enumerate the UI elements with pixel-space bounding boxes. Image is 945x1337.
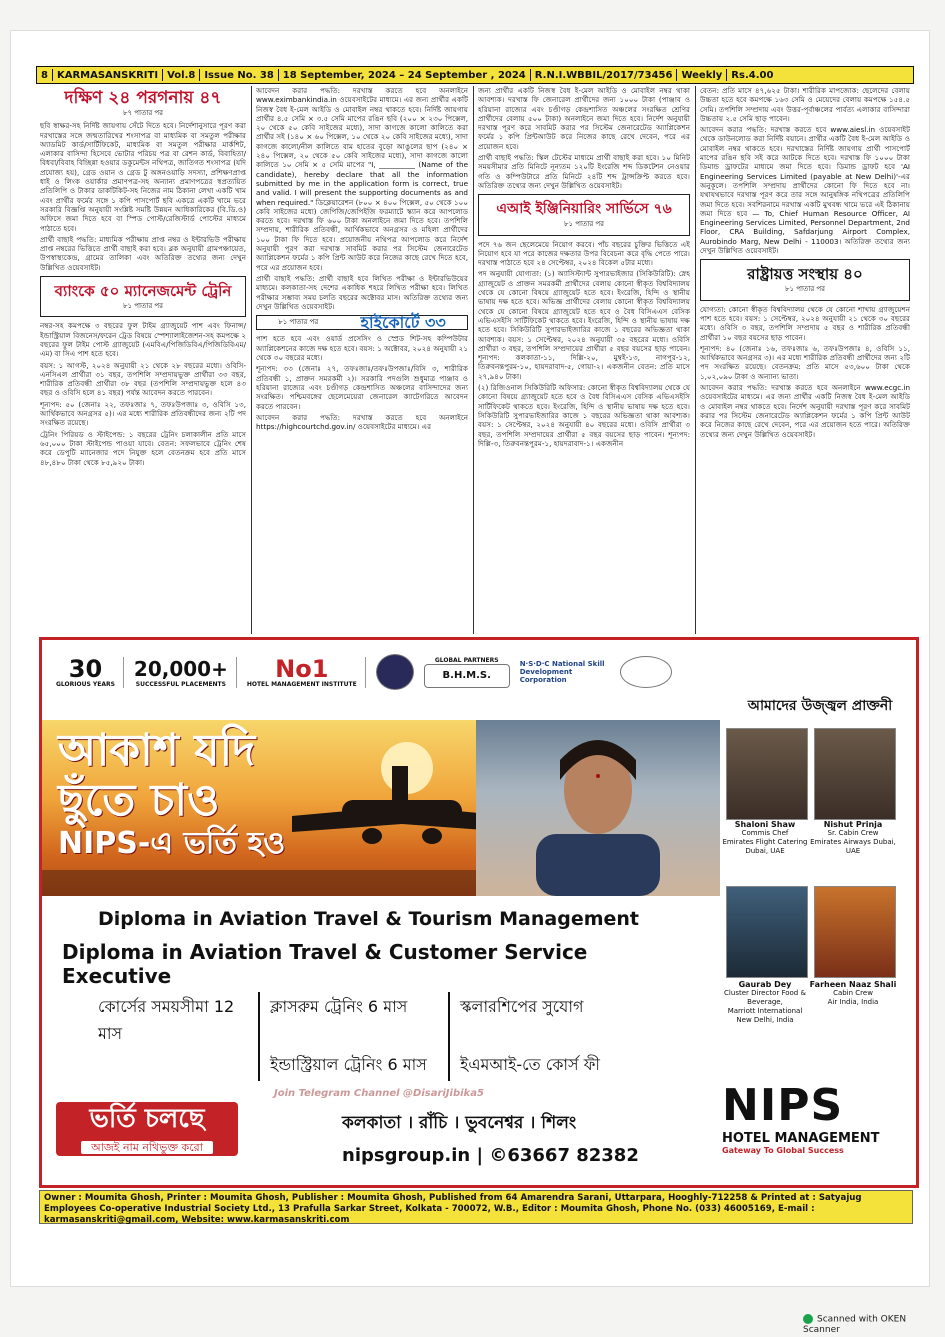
alumni-caption <box>808 820 898 856</box>
article-headline: দক্ষিণ ২৪ পরগনায় ৪৭ <box>64 88 222 108</box>
headline-line: আকাশ যদি <box>58 725 256 776</box>
ad-headline <box>58 726 328 862</box>
alumni-role: Cabin Crew <box>833 989 873 997</box>
course-detail: ইন্ডাস্ট্রিয়াল ট্রেনিং 6 মাস <box>258 1050 448 1081</box>
article-text: প্রার্থী বাছাই পদ্ধতি: মাধ্যমিক পরীক্ষায় প্রাপ্ত নম্বর ও ইন্টারভিউ পরীক্ষায় প্রাপ্ত নম্বরের ভিত্তিতে প্রার্থী বাছাই করা হবে। ব্লক অনুযায়ী গ্রামপঞ্চায়েত, উপস্বাস্থ্যকেন্দ্র, গ্রামের তালিকা এবং অতিরিক্ত তথ্যের জন্য দেখুন উল্লিখিত ওয়েবসাইট। <box>40 234 246 272</box>
article-text: (২) রিজিওনাল সিকিউরিটি অফিসার: কোনো স্বীকৃত বিশ্ববিদ্যালয় থেকে যে কোনো বিষয়ে গ্র্যাজুয়েট হতে হবে ও বৈধ বিসিএএস বেসিক এভিএসইসি সার্টিফিকেট থাকতে হবে। ইংরেজি, হিন্দি ও স্থানীয় ভাষায় দক্ষ হতে হবে। সিকিউরিটি সুপারভাইজারির কাজে ১ বছরের অভিজ্ঞতা থাকা আবশ্যক। বয়স: ১ সেপ্টেম্বর, ২০২৪ অনুযায়ী ৪০ বছরের মধ্যে। ওবিসি প্রার্থীরা ৩ বছর, তপশিলি সম্প্রদায়ের প্রার্থীরা ৫ বছর বয়সের ছাড় পাবেন। শূন্যপদ: দিল্লি-৩, তিরুবনন্তপুরম-১, হায়দরাবাদ-১। একজনীন <box>478 383 690 448</box>
article-text: আবেদন করার পদ্ধতি: দরখাস্ত করতে হবে অনলাইনে www.ecgc.in ওয়েবসাইটের মাধ্যমে। এর জন্য প্রার্থীর একটি নিজস্ব বৈধ ই-মেল আইডি ও মোবাইল নম্বর থাকতে হবে। নির্দেশ অনুযায়ী দরখাস্ত পূরণ করে সাবমিট করার পর সিস্টেম জেনারেটেড অ্যাপ্লিকেশন ফর্মের ১ কপি প্রিন্ট আউট করে নিজের কাছে রেখে দেবেন, পরে এর প্রয়োজন হতে পারে। অতিরিক্ত তথ্যের জন্য দেখুন উল্লিখিত ওয়েবসাইট। <box>700 383 910 439</box>
article-text: পাশ হতে হবে এবং ওয়ার্ড প্রসেসিং ও স্প্রেড শিট-সহ কম্পিউটার অ্যাপ্লিকেশনের কাজে দক্ষ হতে হবে। বয়স: ১ অক্টোবর, ২০২৪ অনুযায়ী ২১ থেকে ৩০ বছরের মধ্যে। <box>256 334 468 363</box>
diploma-course-1: Diploma in Aviation Travel & Tourism Management <box>98 908 639 930</box>
cabin-crew-portrait <box>476 720 720 896</box>
article-headline: ব্যাংকে ৫০ ম্যানেজমেন্ট ট্রেনি <box>54 282 232 301</box>
stat-label: SUCCESSFUL PLACEMENTS <box>135 680 226 688</box>
article-headline: হাইকোর্টে ৩৩ <box>360 313 446 333</box>
article-text: আবেদন করার পদ্ধতি: দরখাস্ত করতে হবে অনলাইনে https://highcourtchd.gov.in/ ওয়েবসাইটের মাধ্যমে। এর <box>256 412 468 432</box>
alumni-name: Nishut Prinja <box>823 820 883 829</box>
paper-name: KARMASANSKRITI <box>56 69 159 81</box>
issue-number: Issue No. 38 <box>204 69 274 81</box>
scanner-logo-icon <box>803 1314 813 1324</box>
article-text: জন্য প্রার্থীর একটি নিজস্ব বৈধ ই-মেল আইডি ও মোবাইল নম্বর থাকা আবশ্যক। দরখাস্ত ফি জেনারেল প্রার্থীদের জন্য ১০০০ টাকা (পাঞ্জাব ও হরিয়ানা রাজ্যের এবং চণ্ডীগড় কেন্দ্রশাসিত অঞ্চলের সংরক্ষিত শ্রেণির প্রার্থীদের বেলায় ৫০০ টাকা) অনলাইনে জমা দিতে হবে। নির্দেশ অনুযায়ী দরখাস্ত পূরণ করে সাবমিট করার পর সিস্টেম জেনারেটেড অ্যাপ্লিকেশন ফর্মের ১ কপি প্রিন্টআউট করে নিজের কাছে রেখে দেবেন, পরে এর প্রয়োজন হবে। <box>478 86 690 151</box>
bhms-logo: B.H.M.S. <box>424 664 510 688</box>
issue-dates: 18 September, 2024 – 24 September , 2024 <box>282 69 526 81</box>
article-text: আবেদন করার পদ্ধতি: দরখাস্ত করতে হবে অনলাইনে www.eximbankindia.in ওয়েবসাইটের মাধ্যমে। এর জন্য প্রার্থীর একটি নিজস্ব বৈধ ই-মেল আইডি ও মোবাইল নম্বর থাকতে হবে। নির্দিষ্ট জায়গায় প্রার্থীর ৪.৫ সেমি × ৩.৫ সেমি মাপের রঙিন ছবি (২০০ × ২৩০ পিক্সেল, ২০ থেকে ৫০ কেবি সাইজের মধ্যে), সাদা কাগজে কালো কালিতে করা প্রার্থীর সই (১৪০ × ৬০ পিক্সেল, ১০ থেকে ২০ কেবি সাইজের মধ্যে), সাদা কাগজে কালো/নীল কালিতে বাম হাতের বুড়ো আঙুলের ছাপ (২৪০ × ২৪০ পিক্সেল, ২০ থেকে ৫০ কেবি সাইজের মধ্যে), সাদা কাগজে কালো কালিতে ১০ সেমি × ৫ সেমি মাপের "I, __________ (Name of the candidate), hereby declare that all the information submitted by me in the application form is correct, true and valid. I will present the supporting documents as and when required." ডিক্লেয়ারেশন (৮০০ × ৪০০ পিক্সেল, ৫০ থেকে ১০০ কেবি সাইজের মধ্যে) জেপিজি/জেপিইজি ফরম্যাটে স্ক্যান করে আপলোড করতে হবে। দরখাস্ত ফি ৬০০ টাকা অনলাইনে জমা দিতে হবে। তপশিলি সম্প্রদায়, শারীরিক প্রতিবন্ধী, আর্থিকভাবে অনগ্রসর ও মহিলা প্রার্থীদের ১০০ টাকা ফি দিতে হবে। প্রয়োজনীয় নথিপত্র আপলোড করে নির্দেশ অনুযায়ী পূরণ করা দরখাস্ত সাবমিট করার পর সিস্টেম জেনারেটেড অ্যাপ্লিকেশন ফর্মের ১ কপি প্রিন্ট আউট করে নিজের কাছে রেখে দিতে হবে, পরে এর প্রয়োজন হবে। <box>256 86 468 272</box>
imprint-footer: Owner : Moumita Ghosh, Printer : Moumita Ghosh, Publisher : Moumita Ghosh, Published from 64 Amarendra Sarani, Uttarpara, Hooghly-712258 & Printed at : Satyajug Employees Co-operative Industrial Society Ltd., 13 Prafulla Sarkar Street, Kolkata - 700072, W.B., Editor : Moumita Ghosh, Phone No. (033) 46005169, E-mail : karmasanskriti@gmail.com, Website: www.karmasanskriti.com <box>39 1190 913 1224</box>
alumni-caption <box>808 980 898 1007</box>
nips-wordmark: NIPS <box>722 1080 844 1131</box>
stat-rank <box>246 654 366 688</box>
nsdc-logo: N·S·D·C National Skill Development Corporation <box>519 660 605 684</box>
article-text: পদ অনুযায়ী যোগ্যতা: (১) অ্যাসিস্ট্যান্ট সুপারভাইজার (সিকিউরিটি): স্নেহ গ্র্যাজুয়েট ও প্রাক্তন সমরকর্মী প্রার্থীদের বেলায় কোনো স্বীকৃত বিশ্ববিদ্যালয় থেকে যে কোনো বিষয়ে গ্র্যাজুয়েট হতে হবে। ইংরেজি, হিন্দি ও স্থানীয় ভাষায় দক্ষ হতে হবে। অভিজ্ঞ প্রার্থীদের বেলায় কোনো স্বীকৃত বিশ্ববিদ্যালয় থেকে যে কোনো বিষয়ে গ্র্যাজুয়েট হতে হবে ও বৈধ বিসিএএস বেসিক এভিএসইসি সার্টিফিকেট থাকতে হবে। ইংরেজি, হিন্দি ও স্থানীয় ভাষায় দক্ষ হতে হবে। সিকিউরিটি সুপারভাইজারির কাজে ১ বছরের অভিজ্ঞতা থাকা আবশ্যক। বয়স: ১ সেপ্টেম্বর, ২০২৪ অনুযায়ী ৩৫ বছরের মধ্যে। ওবিসি প্রার্থীরা ৩ বছর, তপশিলি সম্প্রদায়ের প্রার্থীরা ৫ বছর বয়সের ছাড় পাবেন। শূন্যপদ: কলকাতা-১১, দিল্লি-২০, মুম্বই-১৩, নাগপুর-১২, তিরুবনন্তপুরম-১০, হায়দরাবাদ-৫, গোয়া-২। একজনীন বেতন: প্রতি মাসে ২৭,৯৪০ টাকা। <box>478 269 690 381</box>
partner-seal-icon <box>376 654 414 690</box>
course-detail: ইএমআই-তে কোর্স ফী <box>448 1050 698 1081</box>
bhms-partner <box>424 657 510 688</box>
article-text: প্রার্থী বাছাই পদ্ধতি: স্কিল টেস্টের মাধ্যমে প্রার্থী বাছাই করা হবে। ১০ মিনিট সময়সীমার প্রতি মিনিটে নূন্যতম ১২০টি ইংরেজি শব্দ ডিকটেশন নেওয়ার গতি ও কম্পিউটারে প্রতি মিনিটে ২৪টি শব্দ ট্রান্সক্রিপ্ট করতে হবে। অতিরিক্ত তথ্যের জন্য দেখুন উল্লিখিত ওয়েবসাইট। <box>478 153 690 190</box>
alumni-heading: আমাদের উজ্জ্বল প্রাক্তনী <box>747 698 893 714</box>
stat-value: 30 <box>68 654 103 683</box>
alumni-caption <box>720 820 810 856</box>
alumni-org: Emirates Flight Catering Dubai, UAE <box>722 838 808 855</box>
article-text: ট্রেনিং পিরিয়ড ও স্টাইপেন্ড: ১ বছরের ট্রেনিং চলাকালীন প্রতি মাসে ৬৫,০০০ টাকা স্টাইপেন্ড পাওয়া যাবে। বেতন: সফলভাবে ট্রেনিং শেষ করে ডেপুটি ম্যানেজার পদে নিযুক্ত হলে বেতনক্রম হবে প্রতি মাসে ৪৮,৪৮০ টাকা থেকে ৮৫,৯২০ টাকা। <box>40 429 246 467</box>
article-text: শূন্যপদ: ৪০ (জেনাঃ ১৬, তফঃজাঃ ৬, তফঃউপজাঃ ৪, ওবিসি ১১, আর্থিকভাবে অনগ্রসর ৩)। এর মধ্যে শারীরিক প্রতিবন্ধী প্রার্থীদের জন্য ২টি পদ সংরক্ষিত রয়েছে। বেতনক্রম: প্রতি মাসে ৫৩,৬০০ টাকা থেকে ১,০২,০৯০ টাকা ও অন্যান্য ভাতা। <box>700 343 910 381</box>
stat-years <box>56 654 124 688</box>
alumni-name: Gaurab Dey <box>738 980 792 989</box>
alumni-org: Marriott International New Delhi, India <box>727 1007 803 1024</box>
course-detail <box>88 1050 258 1081</box>
continued-label: ৮৭ পাতার পর <box>122 109 164 117</box>
telegram-watermark: Join Telegram Channel @DisariJibika5 <box>274 1088 484 1099</box>
article-text: প্রার্থী বাছাই পদ্ধতি: প্রার্থী বাছাই হবে লিখিত পরীক্ষা ও ইন্টারভিউয়ের মাধ্যমে। কলকাতা-সহ দেশের একাধিক শহরে লিখিত পরীক্ষা হবে। লিখিত পরীক্ষার সম্ভাব্য সময় চলতি বছরের অক্টোবর মাস। অতিরিক্ত তথ্যের জন্য দেখুন উল্লিখিত ওয়েবসাইট। <box>256 273 468 311</box>
article-text: ছবি স্বাক্ষর-সহ নির্দিষ্ট জায়গায় সেঁটে দিতে হবে। নির্দেশানুসারে পূরণ করা দরখাস্তের সঙ্গে জন্মতারিখের শংসাপত্র বা মাধ্যমিক বা সমতুল পরীক্ষার অ্যাডমিট কার্ড/সার্টিফিকেট, মাধ্যমিক বা সমতুল পরীক্ষার মার্কশিট, এলাকার বাসিন্দা হিসেবে ভোটার পরিচয় পত্র বা রেশন কার্ড, বিবাহিতা/বিধবা/বিবাহ বিচ্ছিন্না হওয়ার ডকুমেন্টস নথিপত্র, জাতিগত শংসাপত্র (যদি প্রযোজ্য হয়), গ্রেড ওয়ান ও গ্রেড টু অঙ্গনওয়াড়ি সদস্যা, প্রশিক্ষণপ্রাপ্ত ধাই ও লিংক ওয়ার্কার প্রমাণপত্র-সহ অন্যান্য প্রমাণপত্রের স্বপ্রত্যয়িত প্রতিলিপি ও টাকার ডাকটিকিট-সহ নিজের নাম ঠিকানা লেখা একটি খাম এবং প্রার্থীর ফর্মের সঙ্গে ১ কপি পাসপোর্ট ছবি একত্রে একটি খামে ভরে সরকারি বিজ্ঞপ্তি অনুযায়ী সংশ্লিষ্ট সমষ্টি উন্নয়ন আধিকারিকের (বি.ডি.ও) অফিসে জমা দিতে হবে বা স্পিড পোস্ট/রেজিস্টার্ড পোস্টের মাধ্যমে পাঠাতে হবে। <box>40 121 246 233</box>
nips-logo <box>722 1080 902 1176</box>
scanner-label: Scanned with OKEN Scanner <box>803 1314 907 1335</box>
admission-title: ভর্তি চলছে <box>89 1104 205 1134</box>
admission-subtitle: আজই নাম নথিভুক্ত করো <box>81 1141 213 1154</box>
stats-bar <box>56 650 736 694</box>
city-list: কলকাতা । রাঁচি । ভুবনেশ্বর । শিলং <box>342 1113 577 1133</box>
continued-label: ৮১ পাতার পর <box>278 318 319 327</box>
article-headline: এআই ইঞ্জিনিয়ারিং সার্ভিসে ৭৬ <box>496 201 672 218</box>
alumni-name: Farheen Naaz Shali <box>809 980 897 989</box>
column-2 <box>256 86 468 634</box>
alumni-photo <box>726 728 808 820</box>
cabin-crew-photo <box>476 720 720 896</box>
column-divider <box>473 86 474 634</box>
price: Rs.4.00 <box>731 69 774 81</box>
alumni-name: Shaloni Shaw <box>734 820 796 829</box>
continued-label: ৮১ পাতার পর <box>563 220 605 229</box>
alumni-photo <box>814 728 896 820</box>
skill-india-logo-icon <box>620 656 672 688</box>
nips-advertisement <box>39 637 919 1188</box>
article-text: বেতন: প্রতি মাসে ৪৭,৬২৫ টাকা। শারীরিক মাপজোক: ছেলেদের বেলায় উচ্চতা হতে হবে কমপক্ষে ১৬৩ সেমি ও মেয়েদের বেলায় কমপক্ষে ১৫৪.৫ সেমি। তপশিলি সম্প্রদায় এবং উত্তর-পূর্বাঞ্চলের পার্বত্য এলাকার বাসিন্দারা উচ্চতায় ২.৫ সেমি ছাড় পাবেন। <box>700 86 910 123</box>
article-text: যোগ্যতা: কোনো স্বীকৃত বিশ্ববিদ্যালয় থেকে যে কোনো শাখায় গ্র্যাজুয়েশন পাশ হতে হবে। বয়স: ১ সেপ্টেম্বর, ২০২৪ অনুযায়ী ২১ থেকে ৩০ বছরের মধ্যে। ওবিসি ৩ বছর, তপশিলি সম্প্রদায় ৫ বছর ও শারীরিক প্রতিবন্ধী প্রার্থীরা ১০ বছর বয়সের ছাড় পাবেন। <box>700 304 910 342</box>
course-details <box>88 992 718 1081</box>
alumni-org: Emirates Airways Dubai, UAE <box>810 838 896 855</box>
page-number: 8 <box>41 69 48 81</box>
contact-website: nipsgroup.in | ©63667 82382 <box>342 1145 639 1166</box>
diploma-course-2: Diploma in Aviation Travel & Customer Service Executive <box>62 940 588 988</box>
alumni-caption <box>720 980 810 1025</box>
article-headline: রাষ্ট্রায়ত্ত সংস্থায় ৪০ <box>747 265 863 284</box>
stat-label: HOTEL MANAGEMENT INSTITUTE <box>246 680 357 688</box>
alumni-role: Commis Chef <box>741 829 789 837</box>
column-divider <box>695 86 696 634</box>
column-1 <box>40 86 246 634</box>
stat-value: No1 <box>275 654 329 683</box>
continued-label: ৮১ পাতার পর <box>122 302 164 311</box>
column-divider <box>251 86 252 634</box>
course-detail: কোর্সের সময়সীমা 12 মাস <box>98 997 235 1043</box>
partner-label: GLOBAL PARTNERS <box>434 656 499 664</box>
nips-tagline: Gateway To Global Success <box>722 1146 844 1155</box>
stat-label: GLORIOUS YEARS <box>56 680 115 688</box>
headline-line: NIPS-এ ভর্তি হও <box>58 826 286 861</box>
article-text: শূন্যপদ: ৩৩ (জেনাঃ ২৭, তফঃজাঃ/তফঃউপজাঃ/বিসি ৩, শারীরিক প্রতিবন্ধী ১, প্রাক্তন সমরকর্মী ২)। সরকারি পদগুলি শুধুমাত্র পাঞ্জাব ও হরিয়ানা রাজ্যের এবং চণ্ডীগড় কেন্দ্রশাসিত অঞ্চলের বাসিন্দাদের জন্য সংরক্ষিত। পশ্চিমবঙ্গের ছেলেমেয়েরা জেনারেল ক্যাটেগরিতে আবেদন করতে পারবেন। <box>256 364 468 411</box>
admission-banner <box>56 1102 238 1156</box>
alumni-role: Cluster Director Food & Beverage, <box>724 989 806 1006</box>
continued-label: ৮১ পাতার পর <box>784 285 826 294</box>
article-text: শূন্যপদ: ৫০ (জেনাঃ ২২, তফঃজাঃ ৭, তফঃউপজাঃ ৩, ওবিসি ১৩, আর্থিকভাবে অনগ্রসর ৫)। এর মধ্যে শারীরিক প্রতিবন্ধীদের জন্য ২টি পদ সংরক্ষিত রয়েছে। <box>40 399 246 428</box>
alumni-role: Sr. Cabin Crew <box>827 829 879 837</box>
rni-number: R.N.I.WBBIL/2017/73456 <box>534 69 673 81</box>
stat-placements <box>134 657 237 688</box>
column-3 <box>478 86 690 634</box>
scanner-watermark <box>803 1314 945 1335</box>
article-text: আবেদন করার পদ্ধতি: দরখাস্ত করতে হবে www.aiesl.in ওয়েবসাইট থেকে ডাউনলোড করা নির্দিষ্ট বয়ানে। প্রার্থীর একটি বৈধ ই-মেল আইডি ও মোবাইল নম্বর থাকতে হবে। দরখাস্তের নির্দিষ্ট জায়গায় প্রার্থী পাসপোর্ট মাপের রঙিন ছবি সই করে আটকে দিতে হবে। দরখাস্ত ফি ১০০০ টাকা ডিমান্ড ড্রাফটের মাধ্যমে জমা দিতে হবে। ডিমান্ড ড্রাফট হবে 'AI Engineering Services Limited (payable at New Delhi)'-এর অনুকূলে। তপশিলি সম্প্রদায় প্রার্থীদের কোনো ফি দিতে হবে না। যথাযথভাবে দরখাস্ত পূরণ করে তার সঙ্গে আনুষঙ্গিক নথিপত্রের প্রতিলিপি জমা দিতে হবে। সবশিরনামে দরখাস্ত একটি মুখবন্ধ খামে ভরে এই ঠিকানায় জমা দিতে হবে — To, Chief Human Resource Officer, AI Engineering Services Limited, Personnel Department, 2nd Floor, CRA Building, Safdarjung Airport Complex, Aurobindo Marg, New Delhi - 110003। অতিরিক্ত তথ্যের জন্য দেখুন উল্লিখিত ওয়েবসাইট। <box>700 125 910 256</box>
alumni-photo <box>726 886 808 978</box>
volume: Vol.8 <box>167 69 196 81</box>
article-text: নম্বর-সহ কমপক্ষে ৩ বছরের ফুল টাইম গ্র্যাজুয়েট পাশ এবং ফিনান্স/ইন্ডাস্ট্রিয়াল বিজনেস/ফরেন ট্রেড বিষয়ে স্পেশ্যালাইজেশন-সহ কমপক্ষে ২ বছরের ফুল টাইম পোস্ট গ্র্যাজুয়েট (এমবিএ/পিজিডিবিএ/পিজিডিবিএম/এম) বা সিএ পাশ হতে হবে। <box>40 321 246 359</box>
alumni-org: Air India, India <box>827 998 879 1006</box>
article-text: পদে ৭৬ জন ছেলেমেয়ে নিয়োগ করবে। পাঁচ বছরের চুক্তির ভিত্তিতে এই নিয়োগ হবে যা পরে কাজের দক্ষতার উপর বিবেচনা করে বৃদ্ধি পেতে পারে। দরখাস্ত পাঠাতে হবে ২৪ সেপ্টেম্বর, ২০২৪ বিকেল ৫টার মধ্যে। <box>478 239 690 268</box>
nips-subtitle: HOTEL MANAGEMENT <box>722 1131 880 1146</box>
course-detail: ক্লাসরুম ট্রেনিং 6 মাস <box>258 992 448 1050</box>
frequency: Weekly <box>681 69 723 81</box>
course-detail: স্কলারশিপের সুযোগ <box>448 992 698 1050</box>
stat-value: 20,000+ <box>133 656 228 681</box>
headline-line: ছুঁতে চাও <box>58 775 220 826</box>
alumni-photo <box>814 886 896 978</box>
article-text: বয়স: ১ আগস্ট, ২০২৪ অনুযায়ী ২১ থেকে ২৮ বছরের মধ্যে। ওবিসি-এনসিএল প্রার্থীরা ৩১ বছর, তপশিলি সম্প্রদায়ভুক্ত প্রার্থীরা ৩৩ বছর, শারীরিক প্রতিবন্ধী প্রার্থীরা ৩৮ বছর (তপশিলি সম্প্রদায়ভুক্ত হলে ৪৩ বছর ও ওবিসি হলে ৪১ বছর) পর্যন্ত আবেদন করতে পারবেন। <box>40 360 246 398</box>
masthead <box>36 66 914 84</box>
column-4 <box>700 86 910 634</box>
